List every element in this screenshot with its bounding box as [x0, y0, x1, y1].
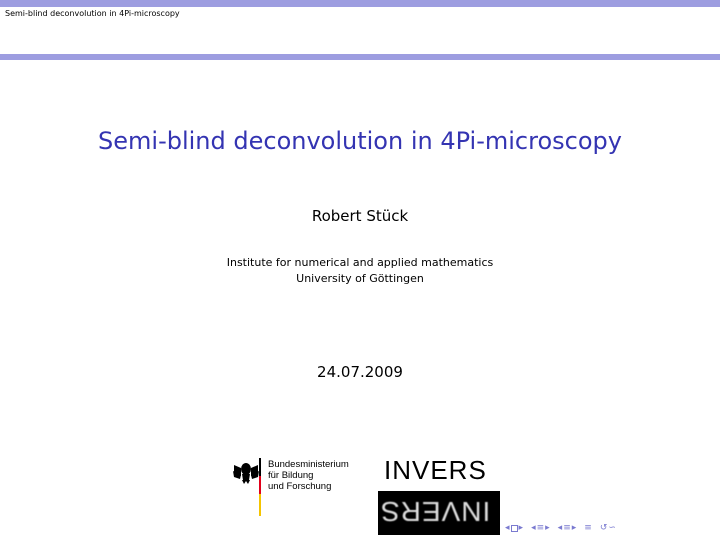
- institute-line: Institute for numerical and applied mathematics: [226, 256, 494, 269]
- invers-logo-mirrored-text: INVERS: [380, 496, 491, 527]
- author-name: Robert Stück: [311, 207, 409, 225]
- search-nav[interactable]: [600, 523, 616, 533]
- bmbf-text-line-3: und Forschung: [268, 481, 332, 492]
- flag-red-stripe: [259, 476, 261, 494]
- align-nav[interactable]: [584, 523, 592, 533]
- bmbf-text-line-1: Bundesministerium: [268, 459, 349, 470]
- right-arrow-icon[interactable]: ▸: [545, 523, 550, 533]
- running-title: Semi-blind deconvolution in 4Pi-microscopy: [5, 9, 180, 18]
- bmbf-text-line-2: für Bildung: [268, 470, 314, 481]
- left-arrow-icon[interactable]: ◂: [531, 523, 536, 533]
- zoom-icon[interactable]: ∽: [608, 523, 616, 533]
- section-icon[interactable]: ≡: [563, 523, 571, 533]
- subsection-icon[interactable]: ≡: [536, 523, 545, 533]
- right-arrow-icon[interactable]: ▸: [518, 523, 524, 533]
- align-icon[interactable]: ≡: [584, 523, 592, 533]
- left-arrow-icon[interactable]: ◂: [557, 523, 563, 533]
- right-arrow-icon[interactable]: ▸: [571, 523, 577, 533]
- search-icon[interactable]: ↺: [599, 523, 608, 533]
- slide-title: Semi-blind deconvolution in 4Pi-microscopy: [98, 127, 622, 155]
- header-bar: [0, 0, 720, 7]
- presentation-date: 24.07.2009: [317, 363, 403, 381]
- navigation-bar: [505, 521, 616, 535]
- flag-black-stripe: [259, 458, 261, 476]
- subsection-nav[interactable]: [531, 523, 550, 533]
- eagle-icon: [233, 463, 259, 484]
- header-divider: [0, 54, 720, 60]
- invers-logo-reflection: [378, 491, 500, 535]
- flag-gold-stripe: [259, 494, 261, 516]
- left-arrow-icon[interactable]: ◂: [505, 523, 510, 533]
- invers-logo-text: INVERS: [384, 455, 487, 485]
- frame-icon[interactable]: [511, 525, 518, 532]
- university-line: University of Göttingen: [296, 272, 424, 285]
- frame-nav[interactable]: [505, 523, 523, 533]
- section-nav[interactable]: [558, 523, 577, 533]
